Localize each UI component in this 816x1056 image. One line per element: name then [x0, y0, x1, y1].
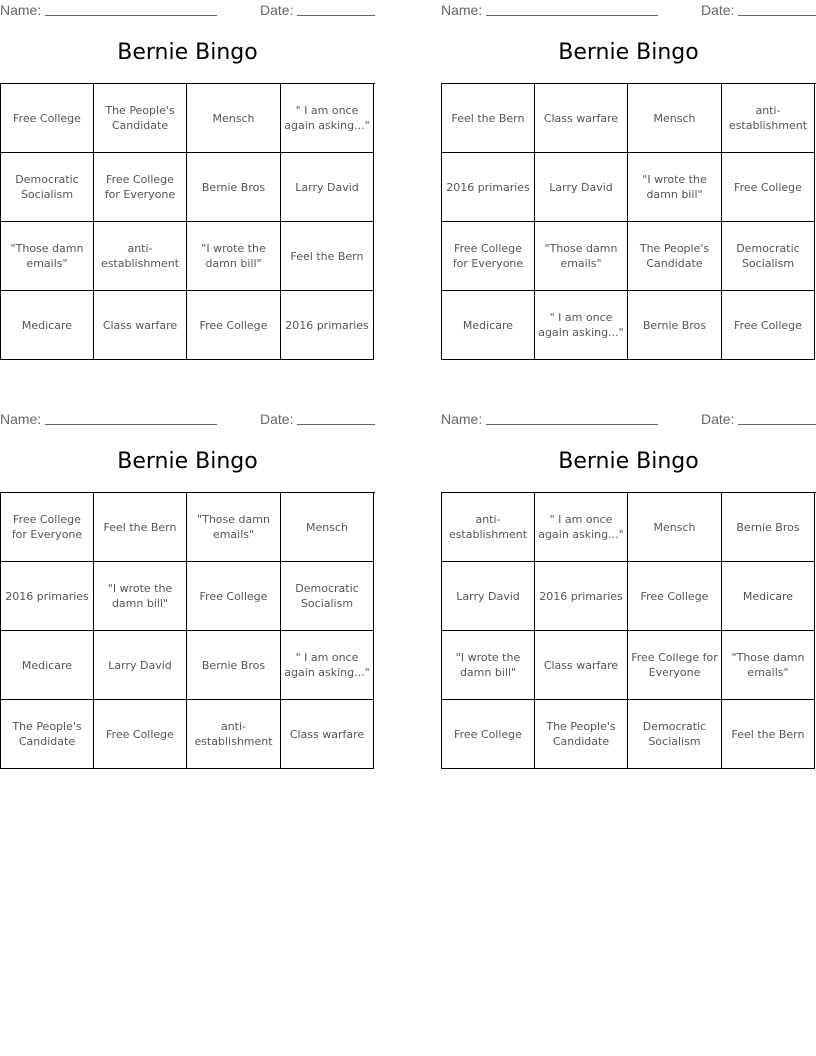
bingo-cell: Democratic Socialism	[722, 222, 815, 291]
bingo-cell: anti-establishment	[442, 493, 535, 562]
bingo-cell: The People's Candidate	[1, 700, 94, 769]
bingo-cell: Free College	[722, 291, 815, 360]
bingo-cell: Bernie Bros	[628, 291, 722, 360]
bingo-cell: 2016 primaries	[535, 562, 628, 631]
name-date-row	[0, 0, 375, 22]
bingo-cell: The People's Candidate	[94, 84, 187, 153]
name-date-row	[441, 409, 816, 431]
bingo-cell: anti-establishment	[722, 84, 815, 153]
bingo-card-4	[441, 409, 816, 748]
bingo-cell: 2016 primaries	[442, 153, 535, 222]
bingo-cell: "I wrote the damn bill"	[94, 562, 187, 631]
name-date-row	[441, 0, 816, 22]
bingo-cell: Free College for Everyone	[628, 631, 722, 700]
date-blank-line	[297, 424, 375, 425]
bingo-cell: Feel the Bern	[281, 222, 374, 291]
bingo-cell: Feel the Bern	[94, 493, 187, 562]
date-label: Date:	[701, 411, 735, 427]
bingo-cell: "I wrote the damn bill"	[628, 153, 722, 222]
bingo-grid	[441, 492, 816, 769]
bingo-cell: Larry David	[94, 631, 187, 700]
bingo-cell: Democratic Socialism	[1, 153, 94, 222]
bingo-cell: The People's Candidate	[535, 700, 628, 769]
bingo-cell: 2016 primaries	[1, 562, 94, 631]
bingo-grid	[0, 83, 375, 360]
bingo-cell: Mensch	[281, 493, 374, 562]
bingo-grid	[0, 492, 375, 769]
card-title: Bernie Bingo	[117, 449, 258, 474]
bingo-cell: "Those damn emails"	[1, 222, 94, 291]
bingo-cell: Bernie Bros	[722, 493, 815, 562]
date-label: Date:	[260, 411, 294, 427]
bingo-cell: Free College	[722, 153, 815, 222]
bingo-cell: "I wrote the damn bill"	[442, 631, 535, 700]
bingo-cell: "I wrote the damn bill"	[187, 222, 281, 291]
bingo-cell: Feel the Bern	[722, 700, 815, 769]
name-label: Name:	[0, 2, 42, 18]
bingo-cell: " I am once again asking..."	[281, 84, 374, 153]
bingo-cell: anti-establishment	[187, 700, 281, 769]
card-title: Bernie Bingo	[558, 40, 699, 65]
bingo-cell: Democratic Socialism	[628, 700, 722, 769]
bingo-cell: Free College for Everyone	[1, 493, 94, 562]
bingo-cell: Larry David	[442, 562, 535, 631]
bingo-cell: Democratic Socialism	[281, 562, 374, 631]
bingo-cell: Medicare	[722, 562, 815, 631]
bingo-cell: Class warfare	[281, 700, 374, 769]
bingo-cell: Free College	[187, 562, 281, 631]
date-blank-line	[297, 15, 375, 16]
name-blank-line	[45, 424, 217, 425]
card-title: Bernie Bingo	[558, 449, 699, 474]
bingo-cell: 2016 primaries	[281, 291, 374, 360]
bingo-cell: anti-establishment	[94, 222, 187, 291]
bingo-cell: Mensch	[628, 493, 722, 562]
bingo-cell: Mensch	[628, 84, 722, 153]
bingo-cell: Class warfare	[535, 84, 628, 153]
name-blank-line	[486, 424, 658, 425]
name-label: Name:	[441, 2, 483, 18]
bingo-cell: Free College	[628, 562, 722, 631]
name-blank-line	[486, 15, 658, 16]
bingo-cell: Class warfare	[535, 631, 628, 700]
name-blank-line	[45, 15, 217, 16]
bingo-cell: Feel the Bern	[442, 84, 535, 153]
bingo-cell: " I am once again asking..."	[535, 493, 628, 562]
bingo-card-3	[0, 409, 375, 748]
bingo-cell: " I am once again asking..."	[535, 291, 628, 360]
bingo-cell: Free College for Everyone	[94, 153, 187, 222]
bingo-cell: Bernie Bros	[187, 153, 281, 222]
bingo-card-1	[0, 0, 375, 332]
bingo-cell: Larry David	[535, 153, 628, 222]
date-blank-line	[738, 15, 816, 16]
bingo-cell: Free College	[442, 700, 535, 769]
bingo-cell: Bernie Bros	[187, 631, 281, 700]
name-date-row	[0, 409, 375, 431]
name-label: Name:	[0, 411, 42, 427]
card-title: Bernie Bingo	[117, 40, 258, 65]
bingo-cell: "Those damn emails"	[535, 222, 628, 291]
bingo-cell: Larry David	[281, 153, 374, 222]
bingo-cell: Class warfare	[94, 291, 187, 360]
bingo-cell: The People's Candidate	[628, 222, 722, 291]
name-label: Name:	[441, 411, 483, 427]
bingo-cell: "Those damn emails"	[187, 493, 281, 562]
bingo-cell: Medicare	[442, 291, 535, 360]
bingo-cell: Free College	[1, 84, 94, 153]
bingo-cell: Medicare	[1, 291, 94, 360]
bingo-cell: " I am once again asking..."	[281, 631, 374, 700]
bingo-grid	[441, 83, 816, 360]
bingo-cell: Free College	[94, 700, 187, 769]
date-label: Date:	[260, 2, 294, 18]
bingo-card-2	[441, 0, 816, 339]
bingo-cell: Free College for Everyone	[442, 222, 535, 291]
date-label: Date:	[701, 2, 735, 18]
bingo-cell: Free College	[187, 291, 281, 360]
bingo-cell: Mensch	[187, 84, 281, 153]
date-blank-line	[738, 424, 816, 425]
bingo-cell: Medicare	[1, 631, 94, 700]
bingo-cell: "Those damn emails"	[722, 631, 815, 700]
